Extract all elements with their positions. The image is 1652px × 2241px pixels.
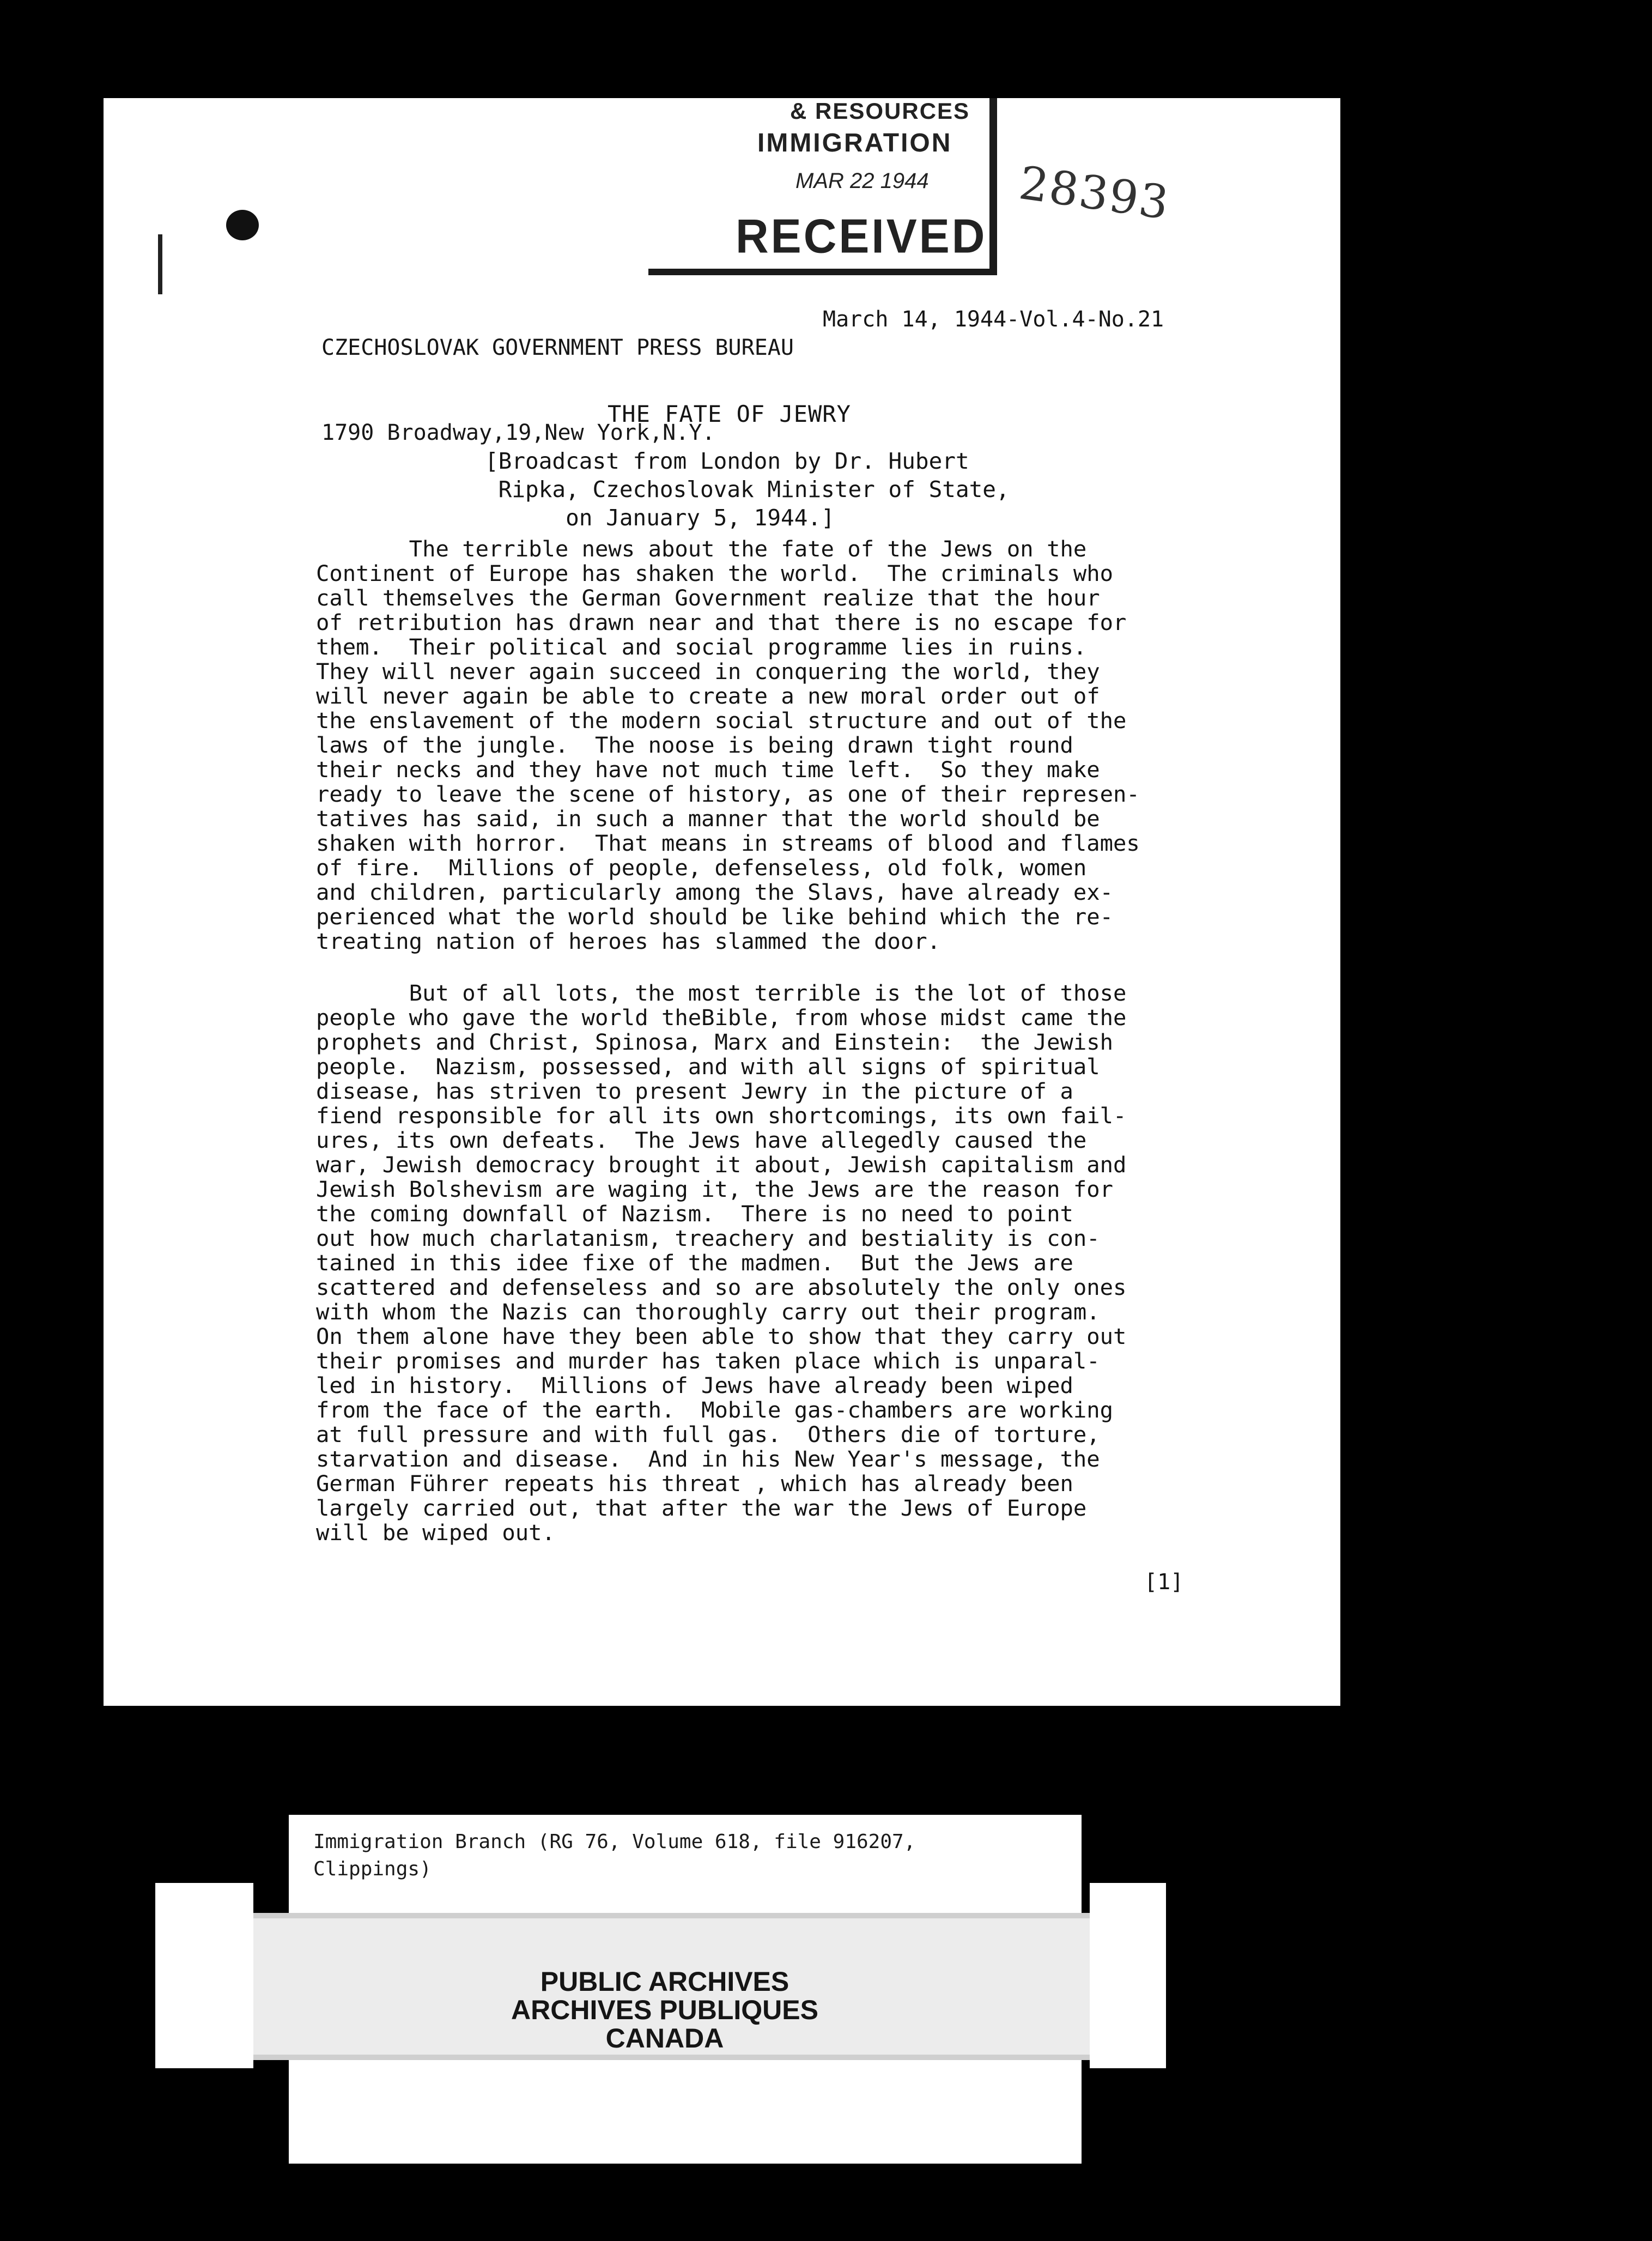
archive-stamp-line3: CANADA [605, 2023, 724, 2054]
margin-mark [158, 234, 162, 294]
archive-stamp-line2: ARCHIVES PUBLIQUES [511, 1995, 818, 2025]
handwritten-file-number: 28393 [1016, 156, 1173, 230]
punch-hole [226, 210, 259, 240]
stamp-immigration: IMMIGRATION [757, 129, 952, 158]
page-number: [1] [1144, 1570, 1184, 1595]
archive-reference: Immigration Branch (RG 76, Volume 618, file 916207, Clippings) [313, 1831, 916, 1880]
body-paragraph-2: But of all lots, the most terrible is the lot of those people who gave the world theBible, from whose midst came the prophets and Christ, Spinosa, Marx and Einstein: the Jewish people. Nazism, possessed, and with all signs of spiritual disease, has striven to present Jewry in the picture of a fiend responsible for all its own shortcomings, its own fail- ures, its own defeats. The Jews have allegedly caused the war, Jewish democracy brought it about, Jewish capitalism and Jewish Bolshevism are waging it, the Jews are the reason for the coming downfall of Nazism. There is no need to point out how much charlatanism, treachery and bestiality is con- tained in this idee fixe of the madmen. But the Jews are scattered and defenseless and so are absolutely the only ones with whom the Nazis can thoroughly carry out their program. On them alone have they been able to show that they carry out their promises and murder has taken place which is unparal- led in history. Millions of Jews have already been wiped from the face of the earth. Mobile gas-chambers are working at full pressure and with full gas. Others die of torture, starvation and disease. And in his New Year's message, the German Führer repeats his threat , which has already been largely carried out, that after the war the Jews of Europe will be wiped out. [316, 980, 1127, 1546]
received-stamp [648, 98, 997, 275]
issue-date: March 14, 1944-Vol.4-No.21 [823, 307, 1164, 332]
stamp-date: MAR 22 1944 [795, 169, 929, 193]
article-title: THE FATE OF JEWRY [608, 401, 851, 427]
bureau-address: 1790 Broadway,19,New York,N.Y. [321, 420, 715, 445]
body-paragraph-1: The terrible news about the fate of the Jews on the Continent of Europe has shaken the world. The criminals who call themselves the German Government realize that the hour of retribution has drawn near and that there is no escape for them. Their political and social programme lies in ruins. They will never again succeed in conquering the world, they will never again be able to create a new moral order out of the enslavement of the modern social structure and out of the laws of the jungle. The noose is being drawn tight round their necks and they have not much time left. So they make ready to leave the scene of history, as one of their represen- tatives has said, in such a manner that the world should be shaken with horror. That means in streams of blood and flames of fire. Millions of people, defenseless, old folk, women and children, particularly among the Slavs, have already ex- perienced what the world should be like behind which the re- treating nation of heroes has slammed the door. [316, 536, 1140, 954]
stamp-department: & RESOURCES [790, 98, 970, 124]
stamp-received: RECEIVED [736, 209, 987, 263]
public-archives-stamp [469, 1967, 861, 2052]
label-strip-left [155, 1883, 253, 2068]
bureau-name: CZECHOSLOVAK GOVERNMENT PRESS BUREAU [321, 335, 794, 360]
label-strip-right [1090, 1883, 1166, 2068]
broadcast-note: [Broadcast from London by Dr. Hubert Ripka, Czechoslovak Minister of State, on January 5, 1944.] [485, 448, 1010, 531]
document-page [104, 98, 1340, 1706]
archive-stamp-line1: PUBLIC ARCHIVES [540, 1966, 789, 1997]
